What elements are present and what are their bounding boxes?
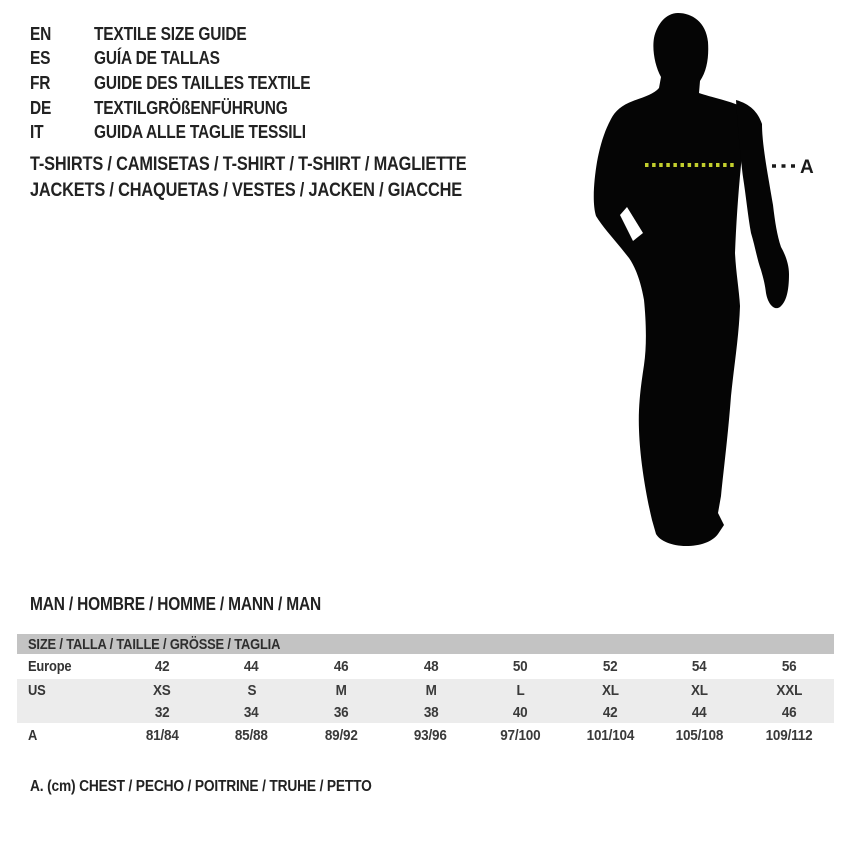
size-value: XL	[691, 681, 709, 699]
size-value: 101/104	[586, 727, 634, 744]
language-label: GUIDE DES TAILLES TEXTILE	[94, 72, 311, 93]
language-code: IT	[30, 122, 44, 143]
size-value: 85/88	[234, 727, 268, 744]
size-value: 36	[333, 703, 349, 721]
row-label: Europe	[28, 658, 72, 675]
size-value: 54	[692, 658, 707, 675]
table-row-chest-a	[17, 723, 834, 748]
size-table-header-label: SIZE / TALLA / TAILLE / GRÖSSE / TAGLIA	[28, 635, 281, 653]
man-silhouette	[594, 13, 747, 546]
size-value: 44	[244, 658, 259, 675]
garment-categories	[30, 152, 538, 204]
language-code: EN	[30, 23, 52, 44]
size-value: 38	[423, 703, 439, 721]
size-value: 89/92	[324, 727, 358, 744]
size-value: S	[247, 681, 256, 699]
language-row-de	[30, 96, 346, 121]
language-row-fr	[30, 71, 346, 96]
language-label: TEXTILE SIZE GUIDE	[94, 23, 247, 44]
language-label: TEXTILGRÖßENFÜHRUNG	[94, 97, 288, 118]
size-value: XL	[601, 681, 619, 699]
size-table-header	[17, 634, 834, 654]
language-code: ES	[30, 48, 51, 69]
category-tshirts: T-SHIRTS / CAMISETAS / T-SHIRT / T-SHIRT / MAGLIETTE	[30, 154, 467, 175]
size-value: 42	[154, 658, 170, 675]
size-value: 93/96	[414, 727, 448, 744]
size-value: 105/108	[675, 727, 724, 744]
language-row-it	[30, 120, 346, 145]
size-value: 56	[781, 658, 797, 675]
language-row-en	[30, 22, 346, 47]
section-title-man: MAN / HOMBRE / HOMME / MANN / MAN	[30, 594, 322, 614]
size-value: 48	[423, 658, 439, 675]
language-label: GUIDA ALLE TAGLIE TESSILI	[94, 122, 306, 143]
size-value: 42	[602, 703, 618, 721]
man-right-arm	[736, 100, 789, 308]
man-silhouette-graphic	[560, 0, 850, 580]
size-value: 44	[692, 703, 707, 721]
size-value: 97/100	[500, 727, 541, 744]
size-value: 34	[244, 703, 259, 721]
size-value: M	[425, 681, 437, 699]
row-label: US	[28, 681, 46, 699]
measure-marker-label: A	[800, 157, 814, 178]
size-value: L	[516, 681, 525, 699]
table-row-us	[17, 679, 834, 701]
language-guide-list	[30, 22, 346, 145]
man-figure	[560, 0, 850, 580]
language-row-es	[30, 47, 346, 72]
size-value: XXL	[776, 681, 803, 699]
size-value: M	[335, 681, 347, 699]
size-value: 109/112	[765, 727, 813, 744]
category-jackets: JACKETS / CHAQUETAS / VESTES / JACKEN / GIACCHE	[30, 180, 462, 201]
language-code: FR	[30, 72, 51, 93]
size-value: 46	[781, 703, 797, 721]
size-value: 46	[333, 658, 349, 675]
size-value: XS	[152, 681, 171, 699]
measurement-footnote: A. (cm) CHEST / PECHO / POITRINE / TRUHE / PETTO	[30, 778, 372, 795]
table-row-europe	[17, 654, 834, 679]
language-label: GUÍA DE TALLAS	[94, 48, 220, 69]
size-value: 50	[512, 658, 528, 675]
row-label: A	[28, 727, 38, 744]
size-value: 52	[602, 658, 618, 675]
table-row-numeric	[17, 701, 834, 723]
language-code: DE	[30, 97, 52, 118]
size-value: 32	[154, 703, 170, 721]
size-value: 81/84	[145, 727, 179, 744]
size-table	[17, 634, 834, 748]
size-value: 40	[512, 703, 528, 721]
